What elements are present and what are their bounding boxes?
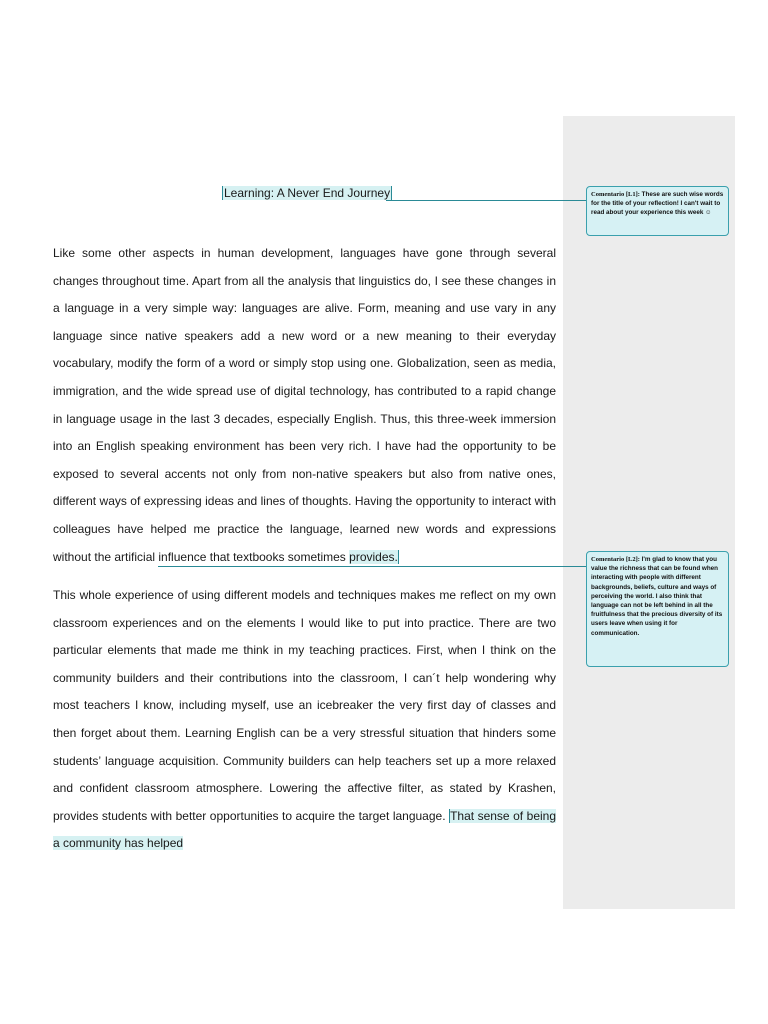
title-commented-text[interactable]: Learning: A Never End Journey — [224, 186, 391, 200]
comment-1-label: Comentario [L1]: — [591, 191, 640, 198]
document-title — [222, 184, 392, 202]
comment-balloon-2[interactable] — [586, 551, 729, 667]
comment-1-leader-line — [386, 200, 586, 201]
comment-2-leader-line — [158, 566, 586, 567]
paragraph-2-highlighted-text[interactable]: That sense of being a community has helped — [53, 808, 557, 851]
comment-2-label: Comentario [L2]: — [591, 556, 640, 563]
paragraph-2 — [53, 582, 556, 858]
paragraph-2-text: This whole experience of using different models and techniques makes me reflect on my own classroom experiences and on the elements I would like to put into practice. There are two particular elements that made me think in my teaching practices. First, when I think on the community builders and their contributions into the classroom, I can´t help wondering why most teachers I know, including myself, use an icebreaker the very first day of classes and then forget about them. Learning English can be a very stressful situation that hinders some students’ language acquisition. Community builders can help teachers set up a more relaxed and confident classroom atmosphere. Lowering the affective filter, as stated by Krashen, provides students with better opportunities to acquire the target language. — [53, 588, 556, 823]
paragraph-1-commented-text[interactable]: provides. — [349, 549, 398, 564]
paragraph-1 — [53, 240, 556, 571]
comment-2-text: I'm glad to know that you value the richness that can be found when interacting with people with different backgrounds, beliefs, culture and ways of perceiving the world. I also think that language can not be left behind in all the fruitfulness that the precious diversity of its users leave when using it for communication. — [591, 556, 723, 637]
comment-balloon-1[interactable] — [586, 186, 729, 236]
comment-1-text: These are such wise words for the title of your reflection! I can't wait to read about your experience this week ☺ — [591, 191, 724, 217]
paragraph-1-text: Like some other aspects in human development, languages have gone through several changes throughout time. Apart from all the analysis that linguistics do, I see these changes in a language in a very simple way: languages are alive. Form, meaning and use vary in any language since native speakers add a new word or a new meaning to their everyday vocabulary, modify the form of a word or simply stop using one. Globalization, seen as media, immigration, and the wide spread use of digital technology, has contributed to a rapid change in language usage in the last 3 decades, especially English. Thus, this three-week immersion into an English speaking environment has been very rich. I have had the opportunity to be exposed to several accents not only from non-native speakers but also from native ones, different ways of expressing ideas and lines of thoughts. Having the opportunity to interact with colleagues have helped me practice the language, learned new words and expressions without the artificial influence that textbooks sometimes — [53, 246, 556, 564]
